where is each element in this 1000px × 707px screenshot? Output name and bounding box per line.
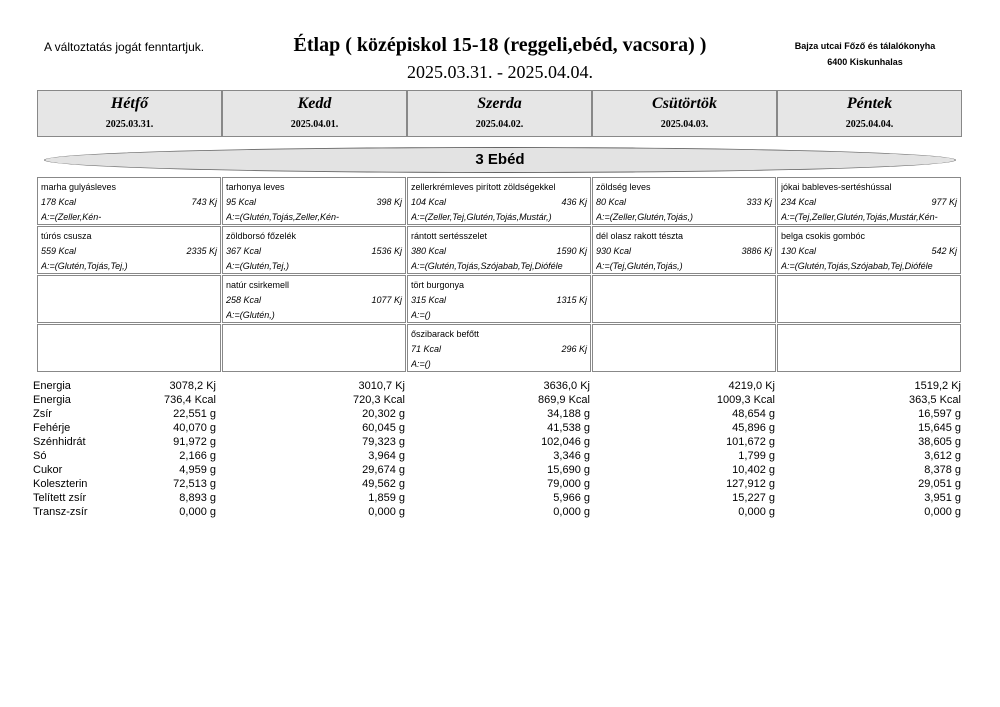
kitchen-info — [770, 38, 960, 70]
menu-cell — [222, 177, 406, 225]
nutrient-value: 0,000 g — [179, 506, 216, 518]
menu-cell — [37, 177, 221, 225]
nutrient-value: 1519,2 Kj — [914, 380, 961, 392]
dish-name: tarhonya leves — [226, 182, 285, 192]
dish-kcal: 104 Kcal — [411, 197, 447, 207]
nutrient-value: 3,951 g — [924, 492, 961, 504]
dish-name: tört burgonya — [411, 280, 465, 290]
dish-kcal: 130 Kcal — [781, 246, 817, 256]
menu-cell — [37, 226, 221, 274]
dish-allergens: A:=(Glutén,) — [226, 310, 275, 320]
nutrient-value: 3636,0 Kj — [543, 380, 590, 392]
dish-kcal: 367 Kcal — [226, 246, 262, 256]
kitchen-name: Bajza utcai Főző és tálalókonyha — [794, 41, 936, 51]
nutrient-value: 3078,2 Kj — [169, 380, 216, 392]
meal-banner: 3 Ebéd — [44, 147, 956, 173]
nutrient-value: 15,690 g — [547, 464, 590, 476]
nutrient-value: 22,551 g — [173, 408, 216, 420]
dish-allergens: A:=(Zeller,Tej,Glutén,Tojás,Mustár,) — [411, 212, 552, 222]
nutrition-row — [33, 380, 963, 394]
energy-row — [226, 244, 402, 259]
energy-row — [226, 293, 402, 308]
nutrient-value: 8,378 g — [924, 464, 961, 476]
nutrient-value: 48,654 g — [732, 408, 775, 420]
dish-allergens: A:=(Glutén,Tej,) — [226, 261, 289, 271]
day-header — [592, 90, 777, 137]
nutrient-value: 736,4 Kcal — [164, 394, 216, 406]
nutrient-value: 4,959 g — [179, 464, 216, 476]
nutrient-value: 127,912 g — [726, 478, 775, 490]
dish-kcal: 178 Kcal — [41, 197, 77, 207]
energy-row — [411, 342, 587, 357]
nutrient-label: Szénhidrát — [33, 436, 86, 448]
dish-kcal: 71 Kcal — [411, 344, 442, 354]
menu-cell — [592, 226, 776, 274]
nutrient-value: 79,000 g — [547, 478, 590, 490]
energy-row — [411, 244, 587, 259]
nutrient-value: 3,964 g — [368, 450, 405, 462]
nutrition-row — [33, 394, 963, 408]
menu-cell-empty — [37, 324, 221, 372]
dish-kj: 1590 Kj — [556, 246, 587, 256]
menu-cell-empty — [592, 275, 776, 323]
nutrient-label: Só — [33, 450, 47, 462]
dish-name: őszibarack befőtt — [411, 329, 480, 339]
nutrient-value: 8,893 g — [179, 492, 216, 504]
dish-kj: 743 Kj — [191, 197, 217, 207]
energy-row — [596, 244, 772, 259]
dish-kj: 296 Kj — [561, 344, 587, 354]
dish-kj: 436 Kj — [561, 197, 587, 207]
nutrition-table — [33, 380, 963, 520]
day-date: 2025.04.02. — [475, 119, 524, 130]
dish-name: zellerkrémleves pirított zöldségekkel — [411, 182, 556, 192]
day-header-row — [37, 90, 962, 137]
nutrient-value: 72,513 g — [173, 478, 216, 490]
nutrient-value: 16,597 g — [918, 408, 961, 420]
dish-name: zöldség leves — [596, 182, 651, 192]
nutrient-value: 2,166 g — [179, 450, 216, 462]
nutrient-value: 0,000 g — [738, 506, 775, 518]
day-name: Szerda — [477, 95, 522, 112]
dish-kcal: 258 Kcal — [226, 295, 262, 305]
nutrient-value: 45,896 g — [732, 422, 775, 434]
energy-row — [781, 244, 957, 259]
nutrient-value: 41,538 g — [547, 422, 590, 434]
nutrient-value: 102,046 g — [541, 436, 590, 448]
dish-kcal: 930 Kcal — [596, 246, 632, 256]
nutrient-value: 101,672 g — [726, 436, 775, 448]
nutrient-value: 29,051 g — [918, 478, 961, 490]
energy-row — [41, 195, 217, 210]
dish-allergens: A:=(Zeller,Glutén,Tojás,) — [596, 212, 693, 222]
menu-cell — [407, 275, 591, 323]
menu-cell — [592, 177, 776, 225]
dish-allergens: A:=(Glutén,Tojás,Tej,) — [41, 261, 128, 271]
dish-kcal: 559 Kcal — [41, 246, 77, 256]
nutrient-value: 10,402 g — [732, 464, 775, 476]
energy-row — [226, 195, 402, 210]
dish-name: túrós csusza — [41, 231, 92, 241]
nutrition-row — [33, 450, 963, 464]
dish-name: belga csokis gombóc — [781, 231, 866, 241]
nutrient-value: 1009,3 Kcal — [716, 394, 775, 406]
dish-kcal: 380 Kcal — [411, 246, 447, 256]
dish-allergens: A:=() — [411, 359, 431, 369]
dish-allergens: A:=() — [411, 310, 431, 320]
nutrient-value: 20,302 g — [362, 408, 405, 420]
energy-row — [411, 293, 587, 308]
day-header — [407, 90, 592, 137]
kitchen-address: 6400 Kiskunhalas — [827, 57, 903, 67]
nutrient-label: Zsír — [33, 408, 52, 420]
nutrient-value: 363,5 Kcal — [909, 394, 961, 406]
day-header — [37, 90, 222, 137]
energy-row — [596, 195, 772, 210]
dish-allergens: A:=(Zeller,Kén- — [41, 212, 102, 222]
nutrient-value: 0,000 g — [924, 506, 961, 518]
dish-kcal: 234 Kcal — [781, 197, 817, 207]
nutrient-value: 3,346 g — [553, 450, 590, 462]
dish-kj: 977 Kj — [931, 197, 957, 207]
energy-row — [41, 244, 217, 259]
dish-allergens: A:=(Tej,Zeller,Glutén,Tojás,Mustár,Kén- — [781, 212, 938, 222]
dish-kj: 2335 Kj — [186, 246, 217, 256]
energy-row — [411, 195, 587, 210]
energy-row — [781, 195, 957, 210]
menu-cell — [222, 226, 406, 274]
menu-cell-empty — [222, 324, 406, 372]
nutrient-label: Cukor — [33, 464, 63, 476]
dish-kj: 1077 Kj — [371, 295, 402, 305]
dish-kj: 1315 Kj — [556, 295, 587, 305]
nutrient-label: Telített zsír — [33, 492, 87, 504]
nutrient-value: 869,9 Kcal — [538, 394, 590, 406]
page-title: Étlap ( középiskol 15-18 (reggeli,ebéd, vacsora) ) — [293, 34, 707, 56]
menu-cell-empty — [592, 324, 776, 372]
menu-cell — [407, 226, 591, 274]
nutrition-row — [33, 506, 963, 520]
day-date: 2025.04.03. — [660, 119, 709, 130]
dish-allergens: A:=(Glutén,Tojás,Zeller,Kén- — [226, 212, 339, 222]
nutrient-value: 60,045 g — [362, 422, 405, 434]
menu-cell-empty — [777, 275, 961, 323]
nutrient-label: Fehérje — [33, 422, 71, 434]
nutrient-label: Energia — [33, 394, 71, 406]
menu-cell — [777, 226, 961, 274]
dish-kj: 3886 Kj — [741, 246, 772, 256]
menu-cell — [407, 177, 591, 225]
nutrient-value: 79,323 g — [362, 436, 405, 448]
dish-name: dél olasz rakott tészta — [596, 231, 684, 241]
day-date: 2025.04.01. — [290, 119, 339, 130]
dish-name: marha gulyásleves — [41, 182, 117, 192]
nutrition-row — [33, 408, 963, 422]
menu-cell — [222, 275, 406, 323]
nutrient-value: 0,000 g — [553, 506, 590, 518]
dish-kj: 398 Kj — [376, 197, 402, 207]
nutrition-row — [33, 422, 963, 436]
nutrient-value: 3010,7 Kj — [358, 380, 405, 392]
nutrient-value: 38,605 g — [918, 436, 961, 448]
day-date: 2025.03.31. — [105, 119, 154, 130]
dish-allergens: A:=(Tej,Glutén,Tojás,) — [596, 261, 683, 271]
nutrient-value: 49,562 g — [362, 478, 405, 490]
menu-cell-empty — [777, 324, 961, 372]
nutrient-value: 15,227 g — [732, 492, 775, 504]
dish-name: natúr csirkemell — [226, 280, 290, 290]
nutrient-value: 40,070 g — [173, 422, 216, 434]
nutrition-row — [33, 478, 963, 492]
menu-cell-empty — [37, 275, 221, 323]
day-name: Péntek — [846, 95, 893, 112]
dish-name: jókai bableves-sertéshússal — [781, 182, 892, 192]
dish-kj: 1536 Kj — [371, 246, 402, 256]
nutrient-value: 15,645 g — [918, 422, 961, 434]
nutrient-label: Energia — [33, 380, 71, 392]
dish-kcal: 315 Kcal — [411, 295, 447, 305]
nutrition-row — [33, 492, 963, 506]
dish-allergens: A:=(Glutén,Tojás,Szójabab,Tej,Dióféle — [781, 261, 933, 271]
nutrient-value: 0,000 g — [368, 506, 405, 518]
nutrient-value: 720,3 Kcal — [353, 394, 405, 406]
dish-allergens: A:=(Glutén,Tojás,Szójabab,Tej,Dióféle — [411, 261, 563, 271]
dish-kcal: 80 Kcal — [596, 197, 627, 207]
nutrient-label: Koleszterin — [33, 478, 88, 490]
day-date: 2025.04.04. — [845, 119, 894, 130]
day-name: Kedd — [297, 95, 332, 112]
disclaimer-notice: A változtatás jogát fenntartjuk. — [44, 40, 205, 54]
nutrient-value: 1,799 g — [738, 450, 775, 462]
day-header — [222, 90, 407, 137]
nutrition-row — [33, 436, 963, 450]
dish-name: rántott sertésszelet — [411, 231, 488, 241]
menu-cell — [407, 324, 591, 372]
nutrient-value: 1,859 g — [368, 492, 405, 504]
dish-kcal: 95 Kcal — [226, 197, 257, 207]
dish-name: zöldborsó főzelék — [226, 231, 297, 241]
nutrient-value: 4219,0 Kj — [728, 380, 775, 392]
menu-cell — [777, 177, 961, 225]
date-range: 2025.03.31. - 2025.04.04. — [407, 62, 593, 82]
nutrient-label: Transz-zsír — [33, 506, 88, 518]
day-name: Csütörtök — [652, 95, 717, 112]
nutrient-value: 91,972 g — [173, 436, 216, 448]
nutrient-value: 29,674 g — [362, 464, 405, 476]
dish-kj: 333 Kj — [746, 197, 772, 207]
nutrition-row — [33, 464, 963, 478]
dish-kj: 542 Kj — [931, 246, 957, 256]
day-header — [777, 90, 962, 137]
nutrient-value: 3,612 g — [924, 450, 961, 462]
nutrient-value: 5,966 g — [553, 492, 590, 504]
day-name: Hétfő — [110, 95, 149, 112]
nutrient-value: 34,188 g — [547, 408, 590, 420]
